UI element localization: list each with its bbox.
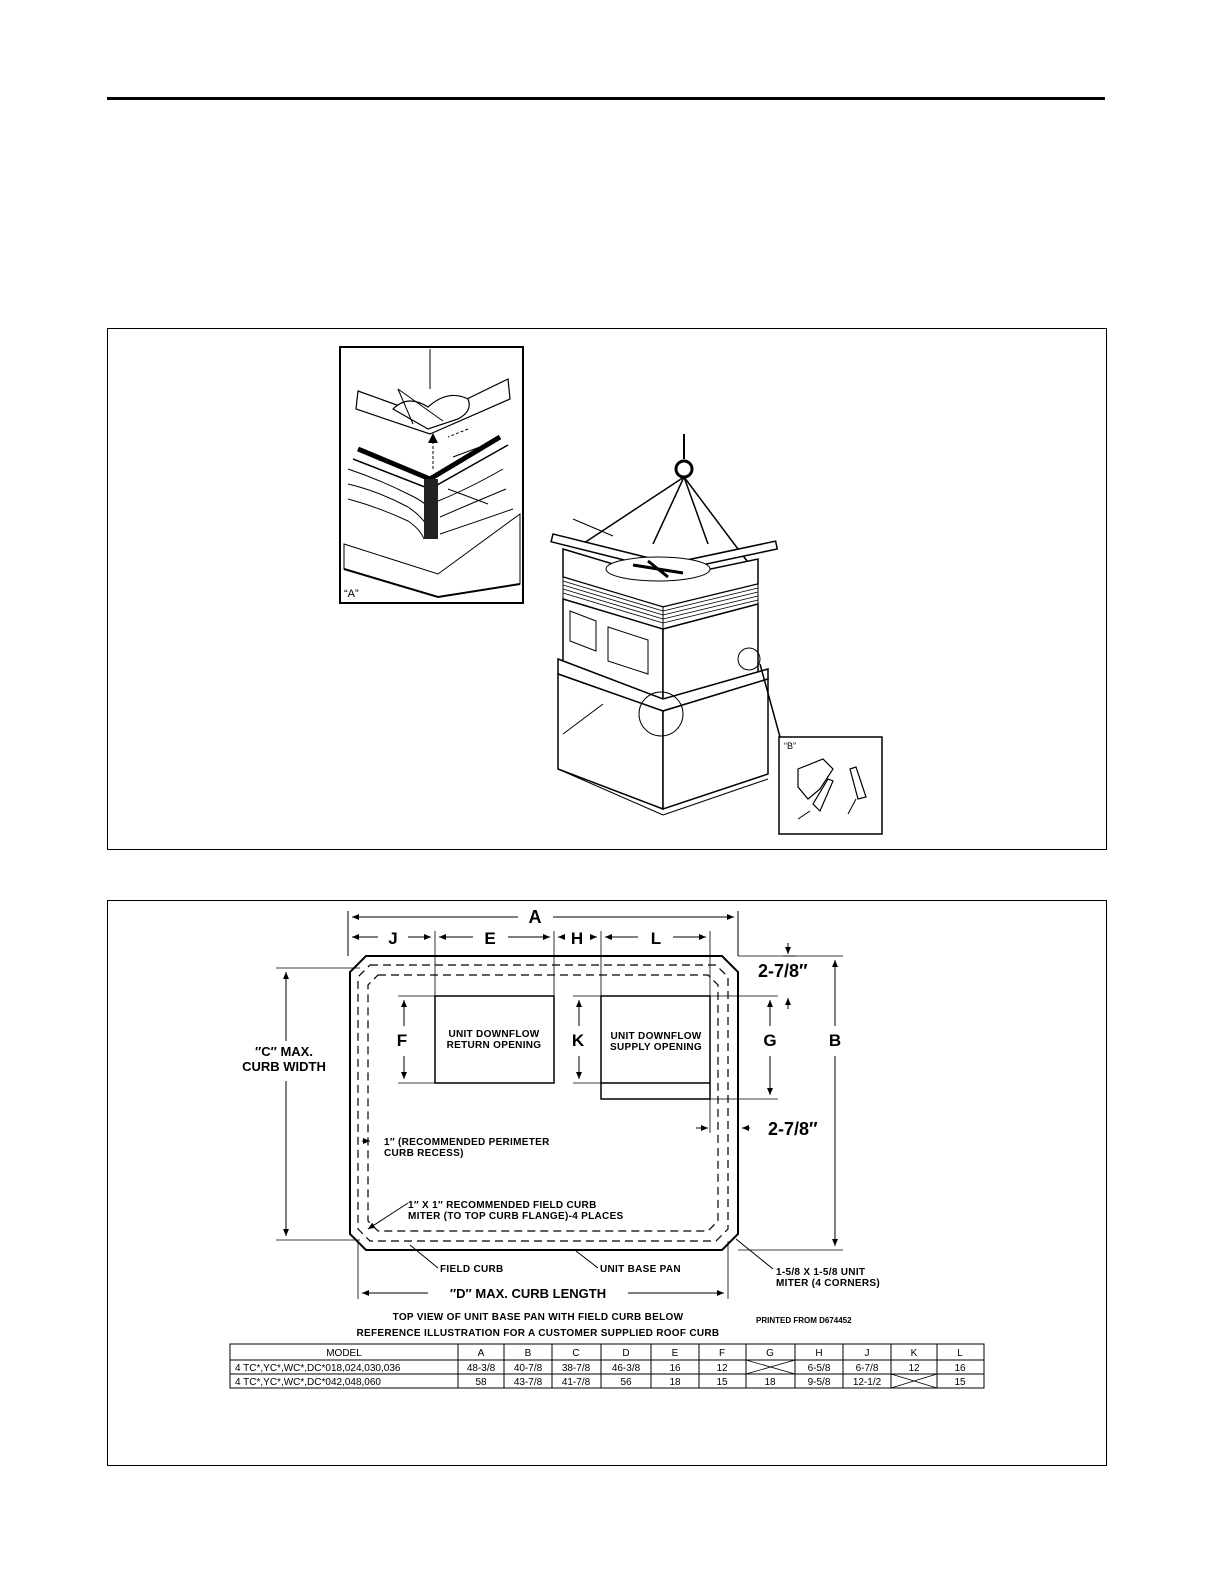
detail-b-label: “B” [784, 741, 796, 751]
return-opening-label-1: UNIT DOWNFLOW [448, 1029, 540, 1040]
table-row2-c: 41-7/8 [561, 1377, 591, 1388]
perimeter-recess-note-1: 1″ (RECOMMENDED PERIMETER [384, 1137, 550, 1148]
rigging-illustration [108, 329, 1106, 849]
table-row2-e: 18 [669, 1377, 681, 1388]
dim-g-label: G [763, 1031, 777, 1050]
offset-top-label: 2-7/8″ [758, 961, 808, 981]
caption-line-2: REFERENCE ILLUSTRATION FOR A CUSTOMER SUPPLIED ROOF CURB [356, 1328, 720, 1339]
table-row2-f: 15 [716, 1377, 728, 1388]
detail-a-inset [340, 347, 523, 603]
table-header-b: B [524, 1348, 532, 1359]
dim-l-label: L [650, 929, 662, 948]
table-row2-model: 4 TC*,YC*,WC*,DC*042,048,060 [235, 1377, 381, 1388]
printed-from-note: PRINTED FROM D674452 [756, 1316, 852, 1325]
detail-a-label: “A” [344, 588, 359, 600]
caption-line-1: TOP VIEW OF UNIT BASE PAN WITH FIELD CURB BELOW [392, 1312, 684, 1323]
table-row1-a: 48-3/8 [466, 1363, 496, 1374]
dimension-table [230, 1344, 984, 1388]
table-row2-h: 9-5/8 [807, 1377, 831, 1388]
table-row1-model: 4 TC*,YC*,WC*,DC*018,024,030,036 [235, 1363, 401, 1374]
table-row1-k: 12 [908, 1363, 920, 1374]
curb-plan-drawing [108, 901, 1106, 1465]
packaged-unit [558, 549, 780, 815]
curb-plan-figure [107, 900, 1107, 1466]
table-row2-d: 56 [620, 1377, 632, 1388]
field-curb-label: FIELD CURB [440, 1264, 504, 1275]
supply-opening-label-2: SUPPLY OPENING [609, 1042, 703, 1053]
dim-j-label: J [388, 929, 398, 948]
perimeter-recess-note-2: CURB RECESS) [384, 1148, 464, 1159]
rigging-figure [107, 328, 1107, 850]
dim-e-label: E [484, 929, 496, 948]
table-row2-g: 18 [764, 1377, 776, 1388]
supply-opening-label-1: UNIT DOWNFLOW [610, 1031, 702, 1042]
offset-right-label: 2-7/8″ [768, 1119, 818, 1139]
field-curb-miter-note-1: 1″ X 1″ RECOMMENDED FIELD CURB [408, 1200, 597, 1211]
table-header-k: K [910, 1348, 918, 1359]
return-opening-label-2: RETURN OPENING [446, 1040, 542, 1051]
unit-base-pan-label: UNIT BASE PAN [600, 1264, 681, 1275]
table-header-model: MODEL [326, 1348, 362, 1359]
table-row1-f: 12 [716, 1363, 728, 1374]
dim-k-label: K [571, 1031, 585, 1050]
field-curb-miter-note-2: MITER (TO TOP CURB FLANGE)-4 PLACES [408, 1211, 624, 1222]
table-header-j: J [864, 1348, 870, 1359]
curb-width-label-1: ″C″ MAX. [255, 1044, 313, 1059]
table-row1-h: 6-5/8 [807, 1363, 831, 1374]
table-row1-j: 6-7/8 [855, 1363, 879, 1374]
detail-b-inset [779, 737, 882, 834]
table-row2-l: 15 [954, 1377, 966, 1388]
table-row1-d: 46-3/8 [611, 1363, 641, 1374]
unit-miter-note-2: MITER (4 CORNERS) [776, 1278, 880, 1289]
table-header-c: C [572, 1348, 580, 1359]
table-header-a: A [477, 1348, 485, 1359]
table-header-d: D [622, 1348, 630, 1359]
curb-width-label-2: CURB WIDTH [242, 1059, 326, 1074]
dim-b-label: B [828, 1031, 842, 1050]
dim-a-label: A [528, 907, 542, 927]
unit-miter-note-1: 1-5/8 X 1-5/8 UNIT [776, 1267, 866, 1278]
table-row1-c: 38-7/8 [561, 1363, 591, 1374]
table-row1-l: 16 [954, 1363, 966, 1374]
table-row1-e: 16 [669, 1363, 681, 1374]
table-header-h: H [815, 1348, 823, 1359]
curb-length-label: ″D″ MAX. CURB LENGTH [449, 1286, 607, 1301]
header-rule [107, 97, 1105, 100]
table-row1-b: 40-7/8 [513, 1363, 543, 1374]
dim-h-label: H [570, 929, 584, 948]
dim-f-label: F [396, 1031, 408, 1050]
table-header-f: F [718, 1348, 726, 1359]
table-row2-a: 58 [475, 1377, 487, 1388]
table-header-g: G [766, 1348, 774, 1359]
table-header-e: E [671, 1348, 679, 1359]
table-header-l: L [957, 1348, 963, 1359]
table-row2-j: 12-1/2 [852, 1377, 882, 1388]
table-row2-b: 43-7/8 [513, 1377, 543, 1388]
